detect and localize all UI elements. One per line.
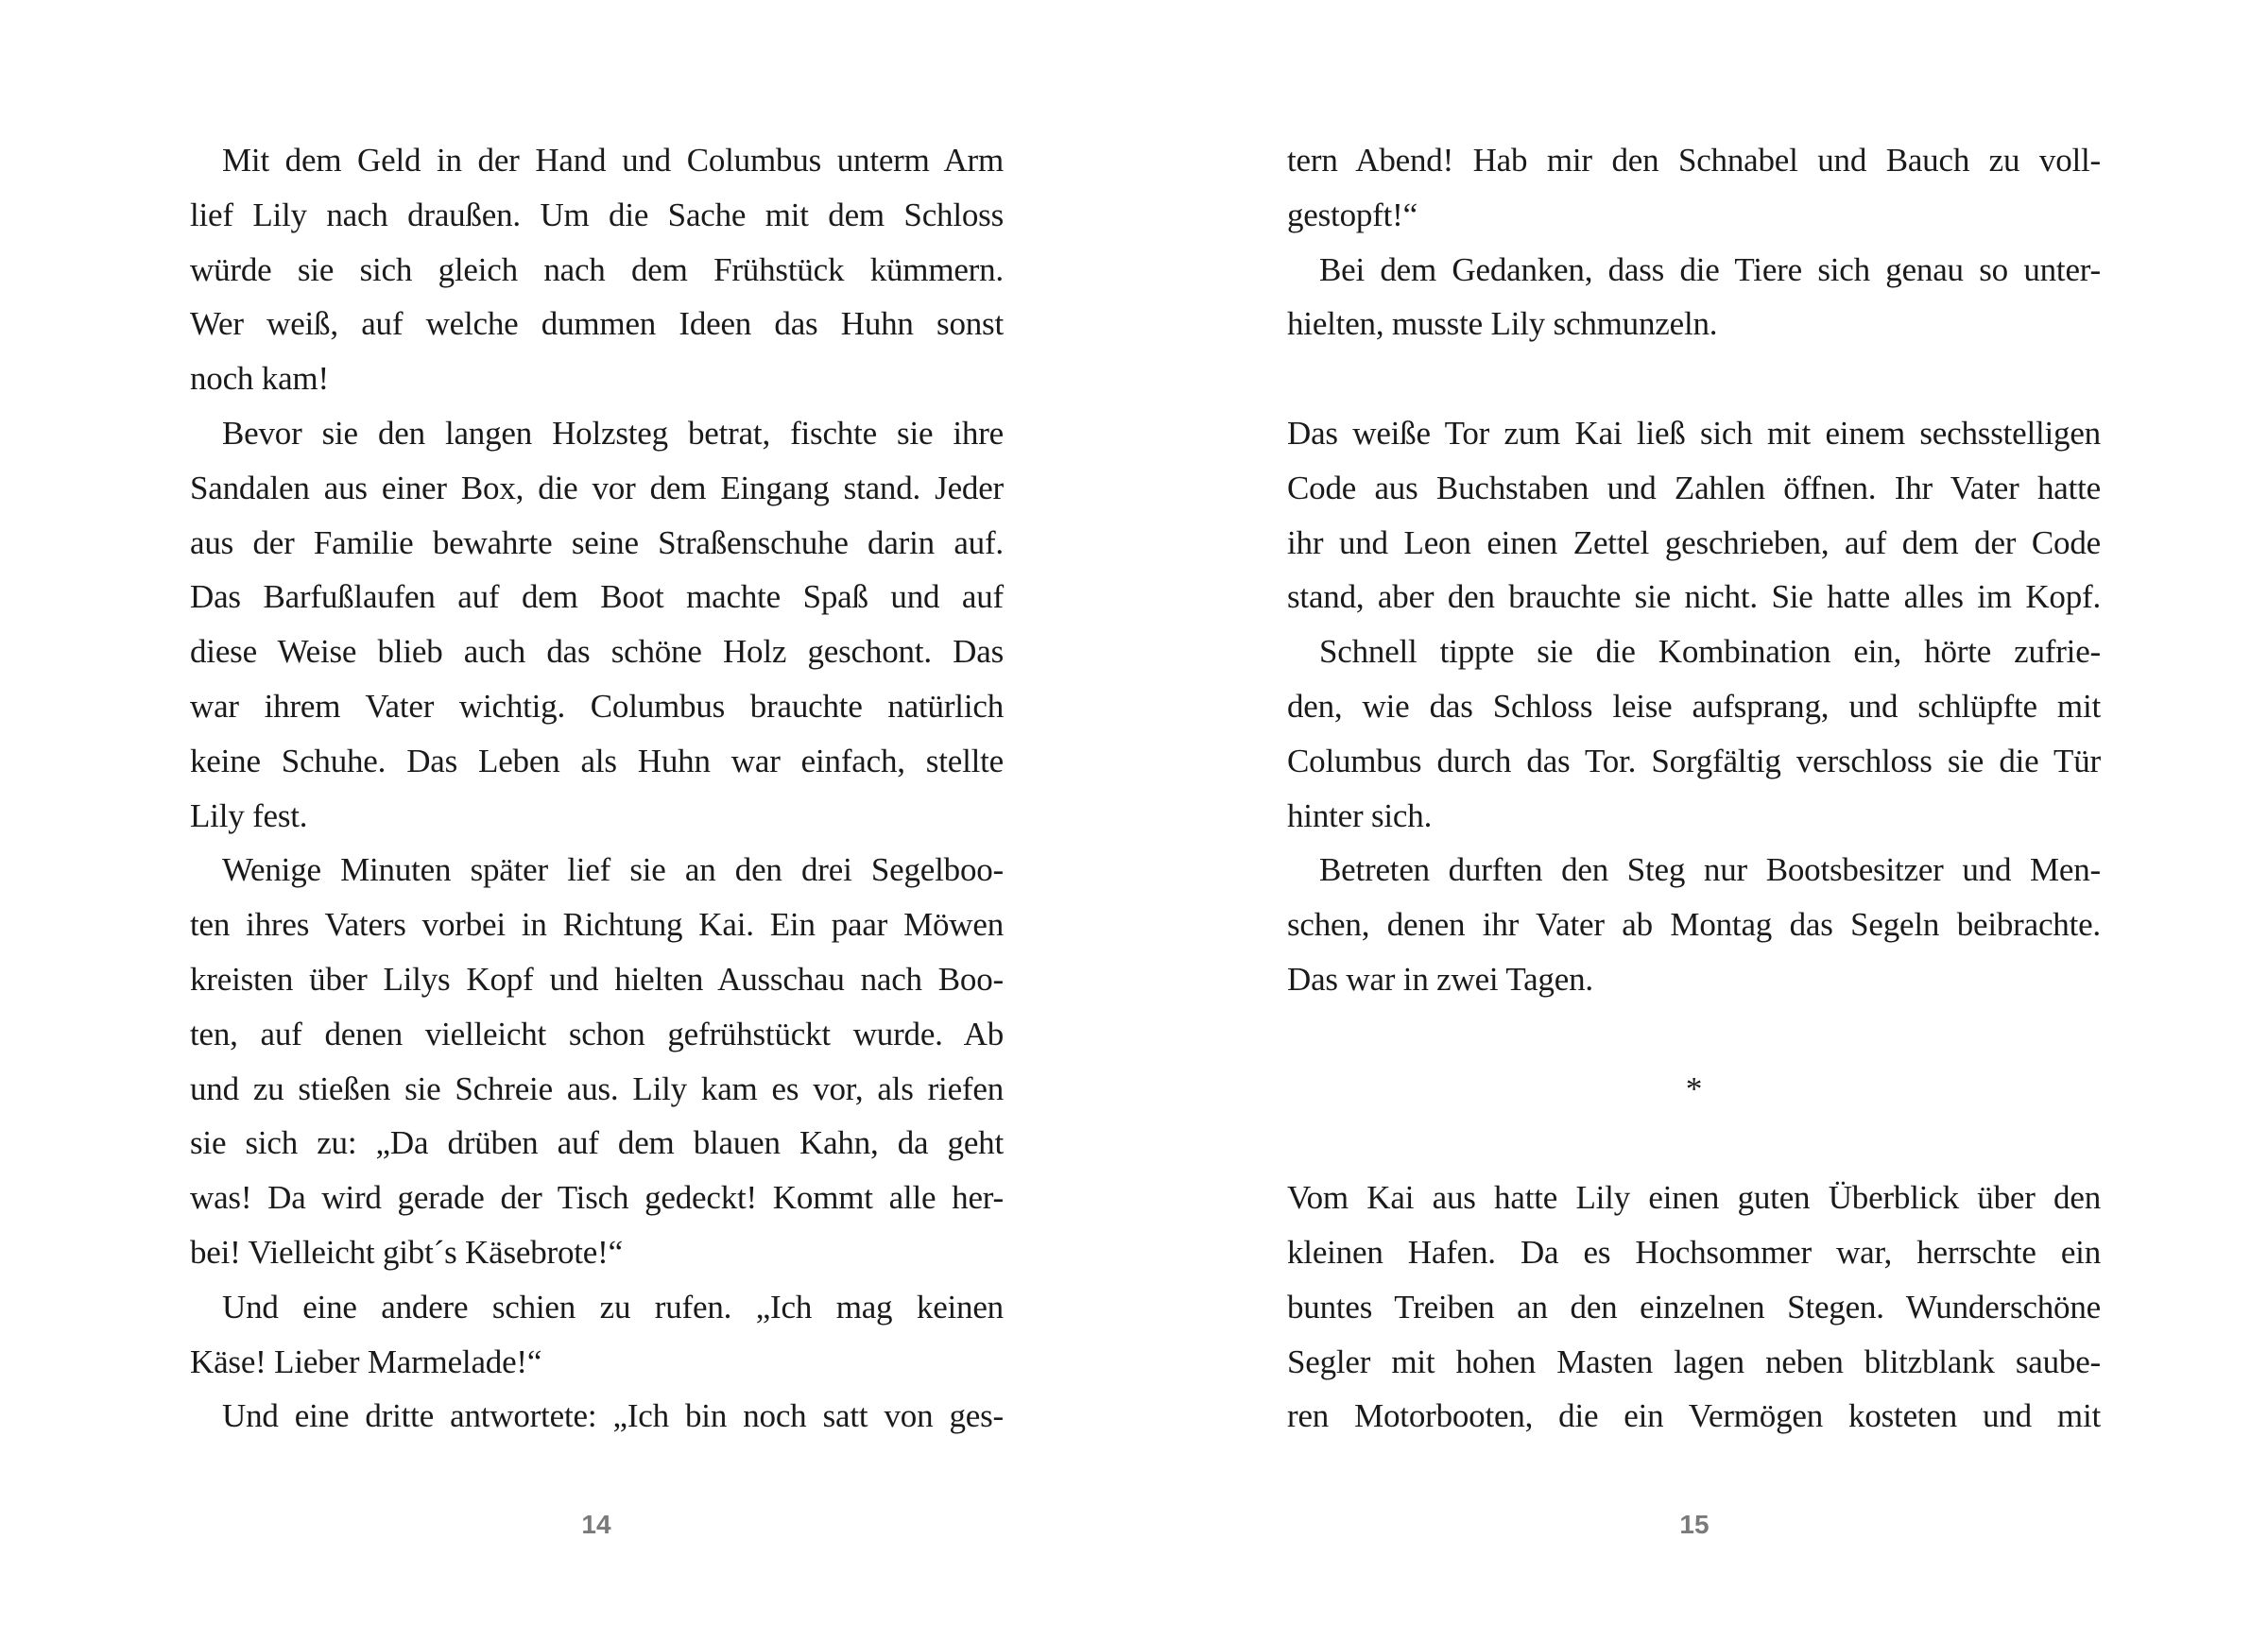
text-line: und zu stießen sie Schreie aus. Lily kam es vor, als riefen [190,1069,1004,1107]
text-line: ren Motorbooten, die ein Vermögen kosteten und mit [1287,1397,2101,1435]
text-line: ten, auf denen vielleicht schon gefrühstückt wurde. Ab [190,1015,1004,1052]
text-line: bei! Vielleicht gibt´s Käsebrote!“ [190,1233,623,1271]
text-line: würde sie sich gleich nach dem Frühstück kümmern. [190,250,1004,288]
left-page-text [190,133,1004,1444]
text-line [1287,351,2101,406]
text-line: Das weiße Tor zum Kai ließ sich mit einem sechsstelligen [1287,414,2101,452]
text-line: Lily fest. [190,796,308,834]
text-line: Das war in zwei Tagen. [1287,960,1593,998]
text-line: Und eine dritte antwortete: „Ich bin noch satt von ges- [222,1397,1004,1435]
text-line: buntes Treiben an den einzelnen Stegen. Wunderschöne [1287,1288,2101,1326]
text-line: diese Weise blieb auch das schöne Holz geschont. Das [190,633,1004,671]
text-line: den, wie das Schloss leise aufsprang, und schlüpfte mit [1287,687,2101,725]
text-line: Segler mit hohen Masten lagen neben blitzblank saube- [1287,1343,2101,1380]
text-line: war ihrem Vater wichtig. Columbus brauchte natürlich [190,687,1004,725]
section-break: * [1685,1069,1703,1107]
text-line: schen, denen ihr Vater ab Montag das Segeln beibrachte. [1287,906,2101,944]
text-line: Vom Kai aus hatte Lily einen guten Überblick über den [1287,1179,2101,1217]
page-number-left: 14 [581,1510,611,1539]
text-line: keine Schuhe. Das Leben als Huhn war einfach, stellte [190,742,1004,779]
text-line: Und eine andere schien zu rufen. „Ich mag keinen [222,1288,1004,1326]
text-line: Sandalen aus einer Box, die vor dem Eingang stand. Jeder [190,469,1004,506]
text-line: Schnell tippte sie die Kombination ein, hörte zufrie- [1319,633,2101,671]
text-line [1287,1007,2101,1062]
text-line: lief Lily nach draußen. Um die Sache mit dem Schloss [190,196,1004,233]
text-line: aus der Familie bewahrte seine Straßenschuhe darin auf. [190,523,1004,561]
page-number-right: 15 [1679,1510,1710,1539]
text-line: Bei dem Gedanken, dass die Tiere sich genau so unter- [1319,250,2101,288]
text-line: gestopft!“ [1287,196,1418,233]
text-line: kleinen Hafen. Da es Hochsommer war, herrschte ein [1287,1233,2101,1271]
text-line: ihr und Leon einen Zettel geschrieben, auf dem der Code [1287,523,2101,561]
text-line: kreisten über Lilys Kopf und hielten Ausschau nach Boo- [190,960,1004,998]
text-line [1287,1116,2101,1171]
text-line: Bevor sie den langen Holzsteg betrat, fischte sie ihre [222,414,1004,452]
text-line: Betreten durften den Steg nur Bootsbesitzer und Men- [1319,851,2101,889]
text-line: tern Abend! Hab mir den Schnabel und Bauch zu voll- [1287,142,2101,179]
text-line: Wenige Minuten später lief sie an den drei Segelboo- [222,851,1004,889]
text-line: Das Barfußlaufen auf dem Boot machte Spaß und auf [190,578,1004,616]
text-line: hinter sich. [1287,796,1433,834]
text-line: Wer weiß, auf welche dummen Ideen das Huhn sonst [190,305,1004,343]
text-line: ten ihres Vaters vorbei in Richtung Kai. Ein paar Möwen [190,906,1004,944]
text-line: noch kam! [190,360,329,398]
text-line: Mit dem Geld in der Hand und Columbus unterm Arm [222,142,1004,179]
right-page-text [1287,133,2101,1444]
text-line: Code aus Buchstaben und Zahlen öffnen. Ihr Vater hatte [1287,469,2101,506]
text-line: Käse! Lieber Marmelade!“ [190,1343,542,1380]
text-line: Columbus durch das Tor. Sorgfältig verschloss sie die Tür [1287,742,2101,779]
text-line: hielten, musste Lily schmunzeln. [1287,305,1718,343]
text-line: stand, aber den brauchte sie nicht. Sie hatte alles im Kopf. [1287,578,2101,616]
text-line: was! Da wird gerade der Tisch gedeckt! Kommt alle her- [190,1179,1004,1217]
text-line: sie sich zu: „Da drüben auf dem blauen Kahn, da geht [190,1124,1004,1162]
